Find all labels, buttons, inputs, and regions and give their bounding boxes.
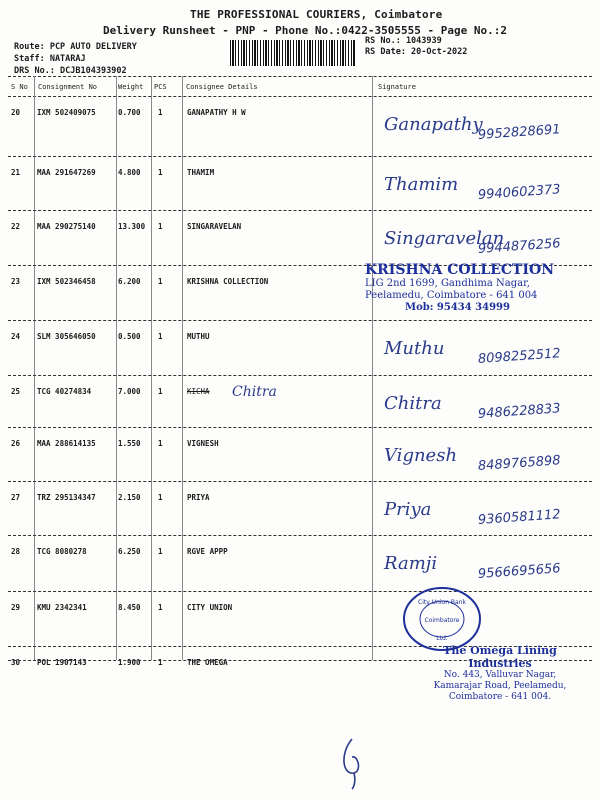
column-divider — [372, 76, 373, 660]
row-weight: 6.250 — [118, 547, 141, 556]
route-label: Route: PCP AUTO DELIVERY — [14, 42, 137, 52]
row-consignee-name: THE OMEGA — [187, 658, 228, 667]
svg-text:Coimbatore: Coimbatore — [424, 617, 460, 624]
svg-text:City Union Bank: City Union Bank — [418, 599, 466, 606]
row-separator — [8, 481, 592, 482]
row-separator — [8, 375, 592, 376]
row-weight: 0.500 — [118, 332, 141, 341]
row-serial-number: 28 — [11, 547, 21, 556]
column-header-consignment: Consignment No — [38, 83, 98, 91]
table-top-rule — [8, 76, 592, 77]
row-handwritten-phone: 9952828691 — [477, 122, 562, 143]
row-pieces: 1 — [158, 277, 163, 286]
column-header-pcs: PCS — [154, 83, 167, 91]
svg-text:Ltd.: Ltd. — [436, 635, 448, 642]
stamp-address-line: LIG 2nd 1699, Gandhima Nagar, — [365, 278, 530, 289]
row-serial-number: 30 — [11, 658, 21, 667]
row-separator — [8, 156, 592, 157]
row-consignee-name: VIGNESH — [187, 439, 219, 448]
stamp-address-line: Kamarajar Road, Peelamedu, — [433, 681, 567, 691]
row-weight: 7.000 — [118, 387, 141, 396]
row-separator — [8, 591, 592, 592]
row-serial-number: 27 — [11, 493, 21, 502]
stamp-mobile: Mob: 95434 34999 — [405, 302, 510, 313]
column-header-weight: Weight — [118, 83, 144, 91]
column-header-signature: Signature — [378, 83, 416, 91]
pen-scribble-mark — [338, 735, 368, 790]
row-separator — [8, 320, 592, 321]
row-consignment-number: TRZ 295134347 — [37, 493, 96, 502]
row-pieces: 1 — [158, 222, 163, 231]
omega-lining-stamp — [410, 644, 590, 703]
column-header-consignee: Consignee Details — [186, 83, 258, 91]
row-weight: 1.900 — [118, 658, 141, 667]
row-consignment-number: IXM 502346458 — [37, 277, 96, 286]
row-consignee-name: RGVE APPP — [187, 547, 228, 556]
row-pieces: 1 — [158, 603, 163, 612]
row-handwritten-signature: Ramji — [384, 553, 438, 574]
row-consignment-number: TCG 40274834 — [37, 387, 92, 396]
row-pieces: 1 — [158, 493, 163, 502]
row-weight: 4.800 — [118, 168, 141, 177]
column-divider — [34, 76, 35, 660]
row-consignee-name: KRISHNA COLLECTION — [187, 277, 269, 286]
runsheet-subtitle: Delivery Runsheet - PNP - Phone No.:0422-3505555 - Page No.:2 — [103, 24, 507, 37]
barcode-image — [230, 40, 355, 66]
stamp-address-line: Peelamedu, Coimbatore - 641 004 — [365, 290, 538, 301]
column-divider — [116, 76, 117, 660]
row-handwritten-signature: Thamim — [384, 174, 459, 195]
row-pieces: 1 — [158, 658, 163, 667]
rs-number: RS No.: 1043939 — [365, 36, 442, 46]
row-weight: 13.300 — [118, 222, 146, 231]
row-handwritten-phone: 9566695656 — [477, 561, 562, 582]
row-handwritten-signature: Muthu — [384, 338, 445, 359]
row-consignment-number: IXM 502409075 — [37, 108, 96, 117]
row-serial-number: 29 — [11, 603, 21, 612]
stamp-name: KRISHNA COLLECTION — [365, 262, 555, 278]
column-divider — [182, 76, 183, 660]
row-weight: 0.700 — [118, 108, 141, 117]
row-pieces: 1 — [158, 332, 163, 341]
row-weight: 1.550 — [118, 439, 141, 448]
rs-date: RS Date: 20-Oct-2022 — [365, 47, 468, 57]
row-consignment-number: TCG 8080278 — [37, 547, 87, 556]
row-serial-number: 24 — [11, 332, 21, 341]
row-consignee-name: GANAPATHY H W — [187, 108, 246, 117]
row-serial-number: 26 — [11, 439, 21, 448]
row-handwritten-signature: Singaravelan — [384, 228, 505, 249]
row-pieces: 1 — [158, 439, 163, 448]
row-handwritten-phone: 8098252512 — [477, 346, 562, 367]
column-divider — [151, 76, 152, 660]
row-consignee-name: MUTHU — [187, 332, 210, 341]
column-header-sno: S No — [11, 83, 28, 91]
row-consignee-name: THAMIM — [187, 168, 215, 177]
row-consignee-name: PRIYA — [187, 493, 210, 502]
row-handwritten-signature: Ganapathy — [384, 114, 483, 135]
row-consignee-name: CITY UNION — [187, 603, 233, 612]
row-pieces: 1 — [158, 108, 163, 117]
row-weight: 8.450 — [118, 603, 141, 612]
row-handwritten-signature: Chitra — [384, 393, 442, 414]
row-serial-number: 21 — [11, 168, 21, 177]
table-header-rule — [8, 96, 592, 97]
row-handwritten-phone: 9944876256 — [477, 236, 562, 257]
row-handwritten-phone: 9940602373 — [477, 182, 562, 203]
row-handwritten-phone: 9486228833 — [477, 401, 562, 422]
row-separator — [8, 427, 592, 428]
consignee-handwritten-correction: Chitra — [232, 384, 277, 400]
row-pieces: 1 — [158, 387, 163, 396]
row-consignee-name: SINGARAVELAN — [187, 222, 242, 231]
stamp-address-line: No. 443, Valluvar Nagar, — [443, 670, 557, 680]
row-handwritten-phone: 8489765898 — [477, 453, 562, 474]
row-pieces: 1 — [158, 547, 163, 556]
row-weight: 6.200 — [118, 277, 141, 286]
stamp-name: The Omega Lining Industries — [443, 644, 557, 670]
row-consignee-name: KICHA — [187, 387, 210, 396]
runsheet-company-title: THE PROFESSIONAL COURIERS, Coimbatore — [190, 8, 443, 21]
row-serial-number: 25 — [11, 387, 21, 396]
row-pieces: 1 — [158, 168, 163, 177]
row-consignment-number: MAA 290275140 — [37, 222, 96, 231]
stamp-address-line: Coimbatore - 641 004. — [448, 692, 552, 702]
row-handwritten-phone: 9360581112 — [477, 507, 562, 528]
staff-label: Staff: NATARAJ — [14, 54, 86, 64]
row-serial-number: 23 — [11, 277, 21, 286]
row-separator — [8, 535, 592, 536]
krishna-collection-stamp — [365, 262, 555, 313]
row-consignment-number: SLM 305646050 — [37, 332, 96, 341]
drs-number: DRS No.: DCJB104393902 — [14, 66, 127, 76]
row-serial-number: 20 — [11, 108, 21, 117]
row-consignment-number: KMU 2342341 — [37, 603, 87, 612]
row-serial-number: 22 — [11, 222, 21, 231]
row-weight: 2.150 — [118, 493, 141, 502]
row-consignment-number: MAA 288614135 — [37, 439, 96, 448]
row-handwritten-signature: Vignesh — [384, 445, 458, 466]
row-handwritten-signature: Priya — [384, 499, 432, 520]
row-consignment-number: MAA 291647269 — [37, 168, 96, 177]
row-consignment-number: POL 1907143 — [37, 658, 87, 667]
row-separator — [8, 210, 592, 211]
